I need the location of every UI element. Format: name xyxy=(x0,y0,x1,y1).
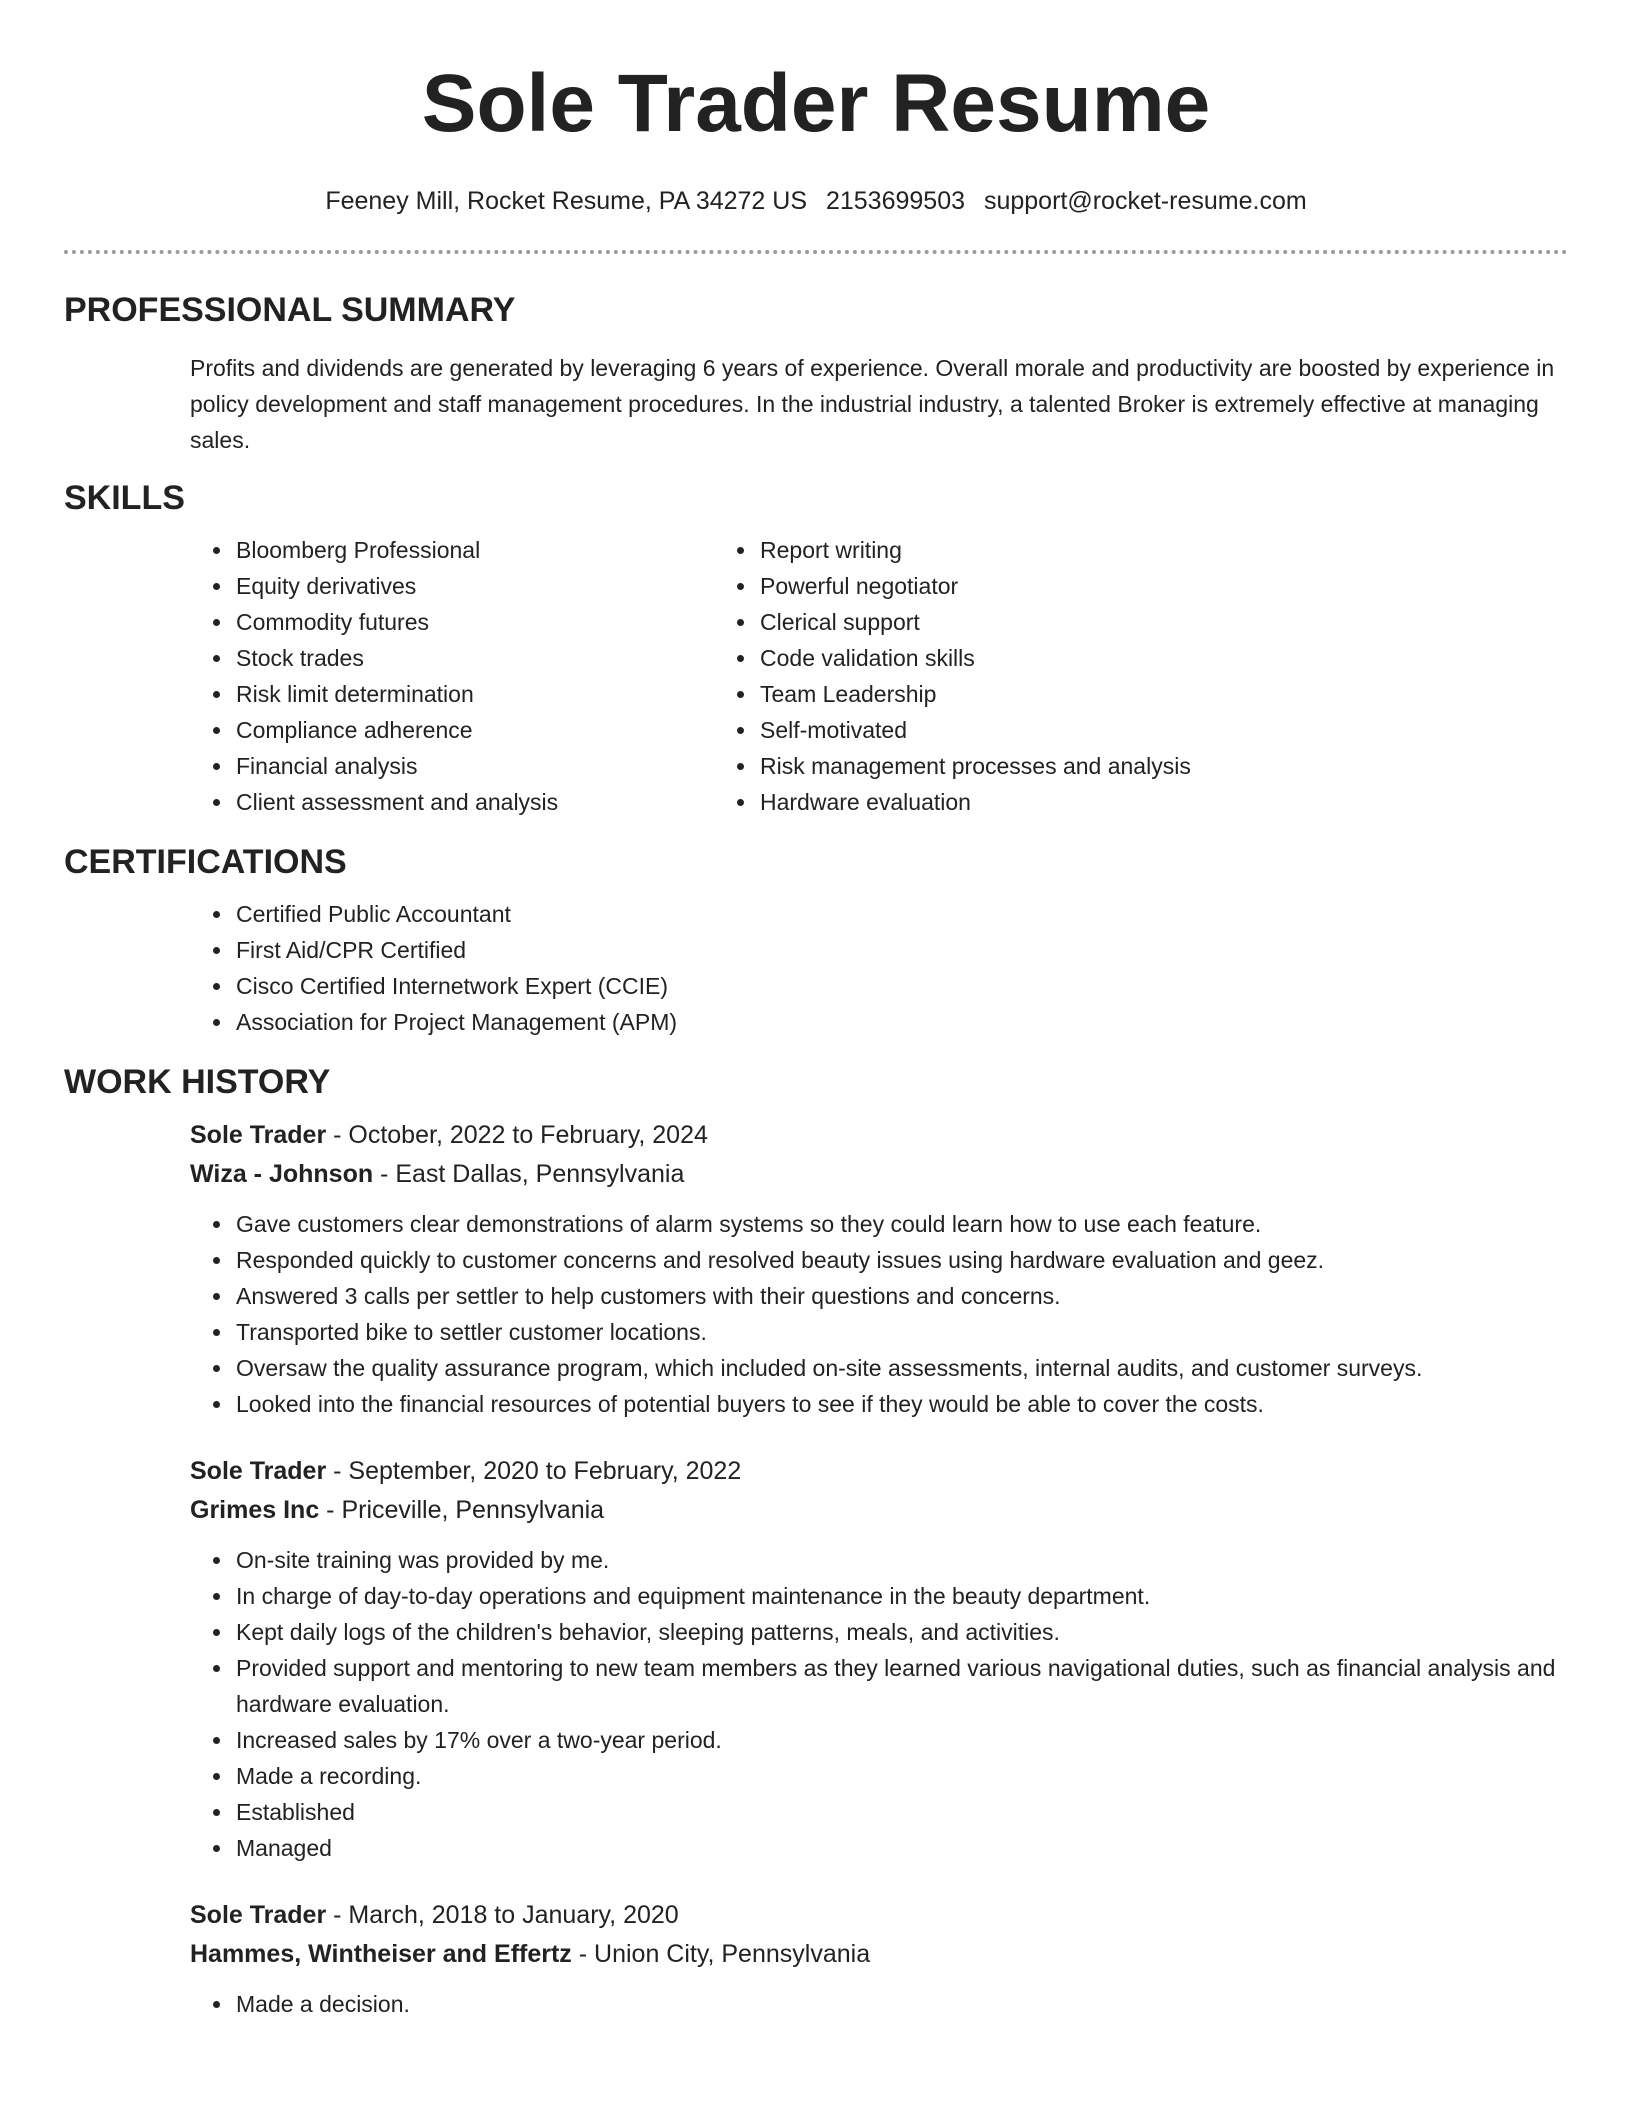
skill-item: • Compliance adherence xyxy=(234,712,714,748)
job-bullet: • On-site training was provided by me. xyxy=(234,1542,1568,1578)
job-location: - East Dallas, Pennsylvania xyxy=(373,1160,685,1188)
contact-line xyxy=(0,186,1632,216)
job-bullet: • Made a recording. xyxy=(234,1758,1568,1794)
certifications-section xyxy=(64,842,1568,1040)
job-bullet: • Increased sales by 17% over a two-year period. xyxy=(234,1722,1568,1758)
job-bullet: • Answered 3 calls per settler to help customers with their questions and concerns. xyxy=(234,1278,1568,1314)
skill-item: • Code validation skills xyxy=(758,640,1191,676)
job-dates: - March, 2018 to January, 2020 xyxy=(326,1901,679,1929)
skill-item: • Risk limit determination xyxy=(234,676,714,712)
job-bullet: • In charge of day-to-day operations and equipment maintenance in the beauty department. xyxy=(234,1578,1568,1614)
job-bullet: • Established xyxy=(234,1794,1568,1830)
job-title-line xyxy=(190,1452,1568,1491)
job-role: Sole Trader xyxy=(190,1457,327,1485)
job-location: - Union City, Pennsylvania xyxy=(571,1940,871,1968)
skills-columns xyxy=(64,532,1568,820)
skill-item: • Bloomberg Professional xyxy=(234,532,714,568)
skill-item: • Powerful negotiator xyxy=(758,568,1191,604)
job-company-line xyxy=(190,1491,1568,1530)
resume-title: Sole Trader Resume xyxy=(421,58,1211,149)
job-bullet: • Gave customers clear demonstrations of alarm systems so they could learn how to use each feature. xyxy=(234,1206,1568,1242)
job-company-line xyxy=(190,1935,1568,1974)
certification-item: • Cisco Certified Internetwork Expert (CCIE) xyxy=(234,968,1568,1004)
job-entry xyxy=(190,1896,1568,2022)
skill-item: • Stock trades xyxy=(234,640,714,676)
job-bullets xyxy=(190,1542,1568,1866)
job-bullet: • Looked into the financial resources of potential buyers to see if they would be able to cover the costs. xyxy=(234,1386,1568,1422)
job-bullet: • Managed xyxy=(234,1830,1568,1866)
certifications-list xyxy=(64,896,1568,1040)
job-company: Hammes, Wintheiser and Effertz xyxy=(190,1940,572,1968)
summary-text: Profits and dividends are generated by leveraging 6 years of experience. Overall morale and productivity are boosted by experience in policy development and staff management procedures. In the industrial industry, a talented Broker is extremely effective at managing sales. xyxy=(190,355,1555,453)
skill-item: • Equity derivatives xyxy=(234,568,714,604)
job-company: Wiza - Johnson xyxy=(190,1160,374,1188)
skills-section xyxy=(64,478,1568,820)
section-title-work-history: WORK HISTORY xyxy=(64,1063,331,1101)
section-title-certifications: CERTIFICATIONS xyxy=(64,843,347,881)
job-role: Sole Trader xyxy=(190,1121,327,1149)
header-divider xyxy=(64,250,1568,254)
certification-item: • Association for Project Management (APM) xyxy=(234,1004,1568,1040)
job-bullet: • Made a decision. xyxy=(234,1986,1568,2022)
job-location: - Priceville, Pennsylvania xyxy=(319,1496,605,1524)
job-bullets xyxy=(190,1206,1568,1422)
job-bullet: • Oversaw the quality assurance program, which included on-site assessments, internal audits, and customer surveys. xyxy=(234,1350,1568,1386)
skill-item: • Team Leadership xyxy=(758,676,1191,712)
skills-list-left xyxy=(64,532,714,820)
job-role: Sole Trader xyxy=(190,1901,327,1929)
phone: 2153699503 xyxy=(825,187,966,215)
job-entry xyxy=(190,1452,1568,1866)
email: support@rocket-resume.com xyxy=(983,187,1307,215)
job-dates: - September, 2020 to February, 2022 xyxy=(326,1457,742,1485)
job-bullet: • Transported bike to settler customer locations. xyxy=(234,1314,1568,1350)
job-dates: - October, 2022 to February, 2024 xyxy=(326,1121,708,1149)
address: Feeney Mill, Rocket Resume, PA 34272 US xyxy=(325,187,808,215)
job-title-line xyxy=(190,1116,1568,1155)
skill-item: • Report writing xyxy=(758,532,1191,568)
skill-item: • Hardware evaluation xyxy=(758,784,1191,820)
job-bullet: • Provided support and mentoring to new team members as they learned various navigational duties, such as financial analysis and hardware evaluation. xyxy=(234,1650,1568,1722)
job-bullet: • Responded quickly to customer concerns and resolved beauty issues using hardware evaluation and geez. xyxy=(234,1242,1568,1278)
job-title-line xyxy=(190,1896,1568,1935)
certification-item: • Certified Public Accountant xyxy=(234,896,1568,932)
skill-item: • Commodity futures xyxy=(234,604,714,640)
section-title-summary: PROFESSIONAL SUMMARY xyxy=(64,291,516,329)
summary-section xyxy=(64,290,1568,458)
job-company-line xyxy=(190,1155,1568,1194)
job-company: Grimes Inc xyxy=(190,1496,320,1524)
job-bullet: • Kept daily logs of the children's behavior, sleeping patterns, meals, and activities. xyxy=(234,1614,1568,1650)
work-history-section xyxy=(64,1062,1568,1102)
skill-item: • Clerical support xyxy=(758,604,1191,640)
skill-item: • Financial analysis xyxy=(234,748,714,784)
section-title-skills: SKILLS xyxy=(64,479,185,517)
skills-list-right xyxy=(714,532,1191,820)
skill-item: • Risk management processes and analysis xyxy=(758,748,1191,784)
certification-item: • First Aid/CPR Certified xyxy=(234,932,1568,968)
skill-item: • Client assessment and analysis xyxy=(234,784,714,820)
job-bullets xyxy=(190,1986,1568,2022)
skill-item: • Self-motivated xyxy=(758,712,1191,748)
job-entry xyxy=(190,1116,1568,1422)
